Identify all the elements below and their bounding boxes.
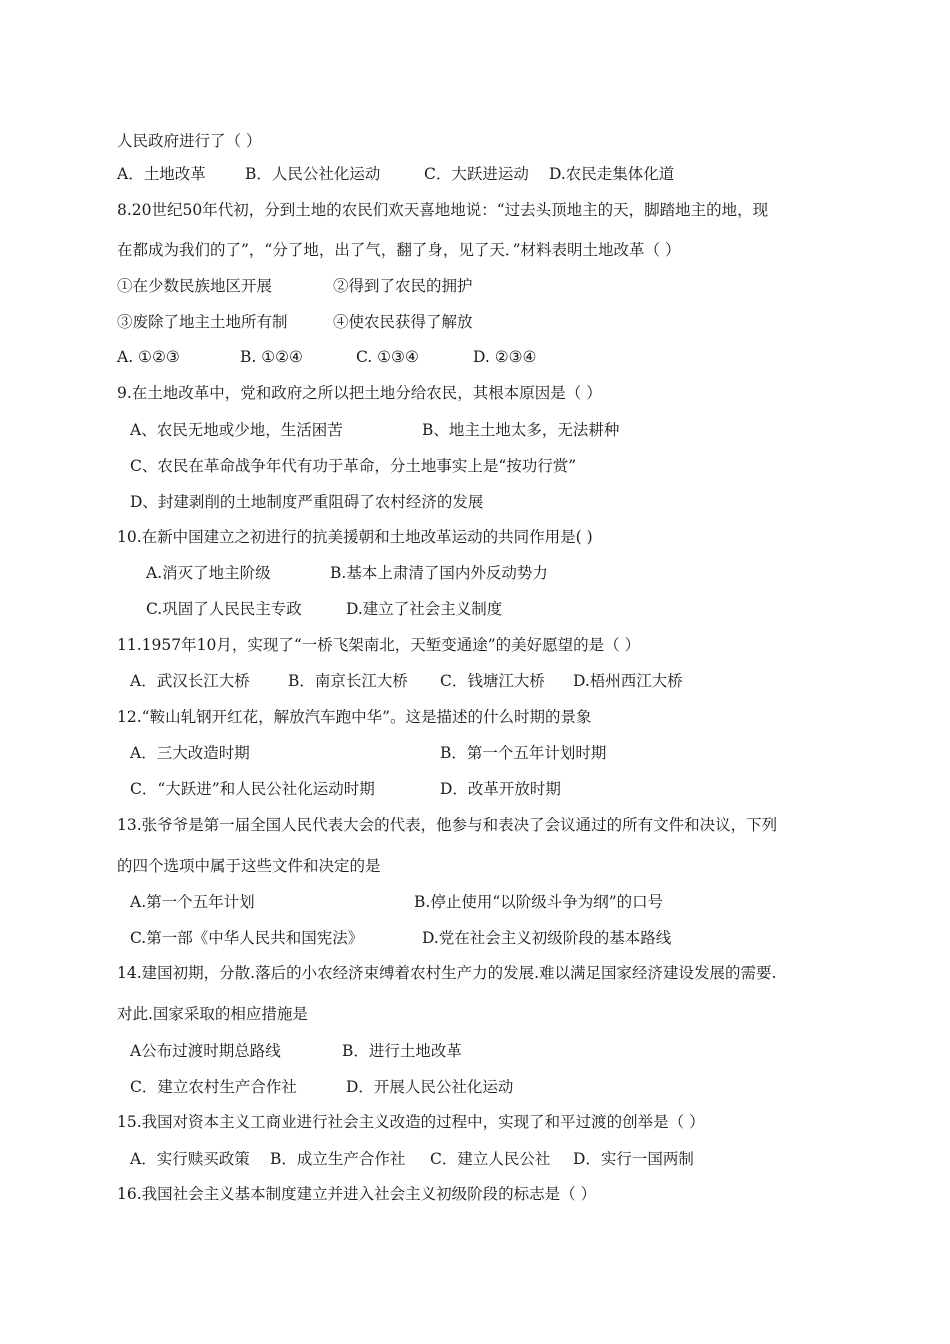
q8-option-a: A. ①②③ (117, 348, 180, 366)
q10-option-c: C.巩固了人民民主专政 (146, 600, 302, 618)
q12-option-d: D．改革开放时期 (440, 780, 561, 798)
q9-stem: 9.在土地改革中，党和政府之所以把土地分给农民，其根本原因是（ ） (117, 384, 602, 402)
q14-option-a: A公布过渡时期总路线 (130, 1042, 281, 1060)
q15-option-a: A．实行赎买政策 (130, 1150, 250, 1168)
q8-statement-3: ③废除了地主土地所有制 (117, 313, 288, 331)
q11-stem: 11.1957年10月，实现了“一桥飞架南北，天堑变通途”的美好愿望的是（ ） (117, 636, 641, 654)
q11-option-b: B．南京长江大桥 (288, 672, 408, 690)
q9-option-b: B、地主土地太多，无法耕种 (422, 421, 620, 439)
q9-option-d: D、封建剥削的土地制度严重阻碍了农村经济的发展 (130, 493, 484, 511)
q8-stem-line2: 在都成为我们的了”，“分了地，出了气，翻了身，见了天．”材料表明土地改革（ ） (117, 241, 681, 259)
q11-option-a: A．武汉长江大桥 (130, 672, 250, 690)
q10-stem: 10.在新中国建立之初进行的抗美援朝和土地改革运动的共同作用是( ) (117, 528, 593, 546)
q8-statement-1: ①在少数民族地区开展 (117, 277, 273, 295)
q9-option-a: A、农民无地或少地，生活困苦 (130, 421, 343, 439)
q11-option-c: C．钱塘江大桥 (440, 672, 545, 690)
q13-option-d: D.党在社会主义初级阶段的基本路线 (422, 929, 672, 947)
q10-option-b: B.基本上肃清了国内外反动势力 (330, 564, 548, 582)
q7-option-d: D.农民走集体化道 (549, 165, 675, 183)
q13-option-c: C.第一部《中华人民共和国宪法》 (130, 929, 364, 947)
q10-option-d: D.建立了社会主义制度 (346, 600, 503, 618)
q15-option-b: B．成立生产合作社 (270, 1150, 406, 1168)
q15-option-d: D．实行一国两制 (573, 1150, 694, 1168)
q12-option-a: A．三大改造时期 (130, 744, 250, 762)
q14-stem-line2: 对此.国家采取的相应措施是 (117, 1005, 308, 1023)
q12-option-c: C．“大跃进”和人民公社化运动时期 (130, 780, 375, 798)
q7-option-b: B．人民公社化运动 (245, 165, 381, 183)
q15-option-c: C．建立人民公社 (430, 1150, 551, 1168)
q15-stem: 15.我国对资本主义工商业进行社会主义改造的过程中，实现了和平过渡的创举是（ ） (117, 1113, 705, 1131)
q13-option-b: B.停止使用“以阶级斗争为纲”的口号 (414, 893, 664, 911)
q8-option-b: B. ①②④ (240, 348, 303, 366)
q13-stem-line1: 13.张爷爷是第一届全国人民代表大会的代表，他参与和表决了会议通过的所有文件和决议，下列 (117, 816, 778, 834)
q14-option-c: C．建立农村生产合作社 (130, 1078, 297, 1096)
q9-option-c: C、农民在革命战争年代有功于革命，分土地事实上是“按功行赏” (130, 457, 577, 475)
q8-option-d: D. ②③④ (473, 348, 537, 366)
q8-statement-4: ④使农民获得了解放 (333, 313, 473, 331)
q13-option-a: A.第一个五年计划 (130, 893, 255, 911)
q14-stem-line1: 14.建国初期，分散.落后的小农经济束缚着农村生产力的发展.难以满足国家经济建设发展的需要. (117, 964, 777, 982)
q16-stem: 16.我国社会主义基本制度建立并进入社会主义初级阶段的标志是（ ） (117, 1185, 597, 1203)
q7-option-c: C．大跃进运动 (424, 165, 529, 183)
q11-option-d: D.梧州西江大桥 (573, 672, 683, 690)
q7-stem-continuation: 人民政府进行了（ ） (117, 132, 262, 150)
q7-option-a: A．土地改革 (117, 165, 206, 183)
q10-option-a: A.消灭了地主阶级 (146, 564, 271, 582)
q12-stem: 12.“鞍山轧钢开红花，解放汽车跑中华”。这是描述的什么时期的景象 (117, 708, 592, 726)
q13-stem-line2: 的四个选项中属于这些文件和决定的是 (117, 857, 381, 875)
q14-option-b: B．进行土地改革 (342, 1042, 462, 1060)
q8-stem-line1: 8.20世纪50年代初，分到土地的农民们欢天喜地地说：“过去头顶地主的天，脚踏地主的地，现 (117, 201, 769, 219)
q12-option-b: B．第一个五年计划时期 (440, 744, 607, 762)
q14-option-d: D．开展人民公社化运动 (346, 1078, 514, 1096)
q8-statement-2: ②得到了农民的拥护 (333, 277, 473, 295)
q8-option-c: C. ①③④ (356, 348, 419, 366)
